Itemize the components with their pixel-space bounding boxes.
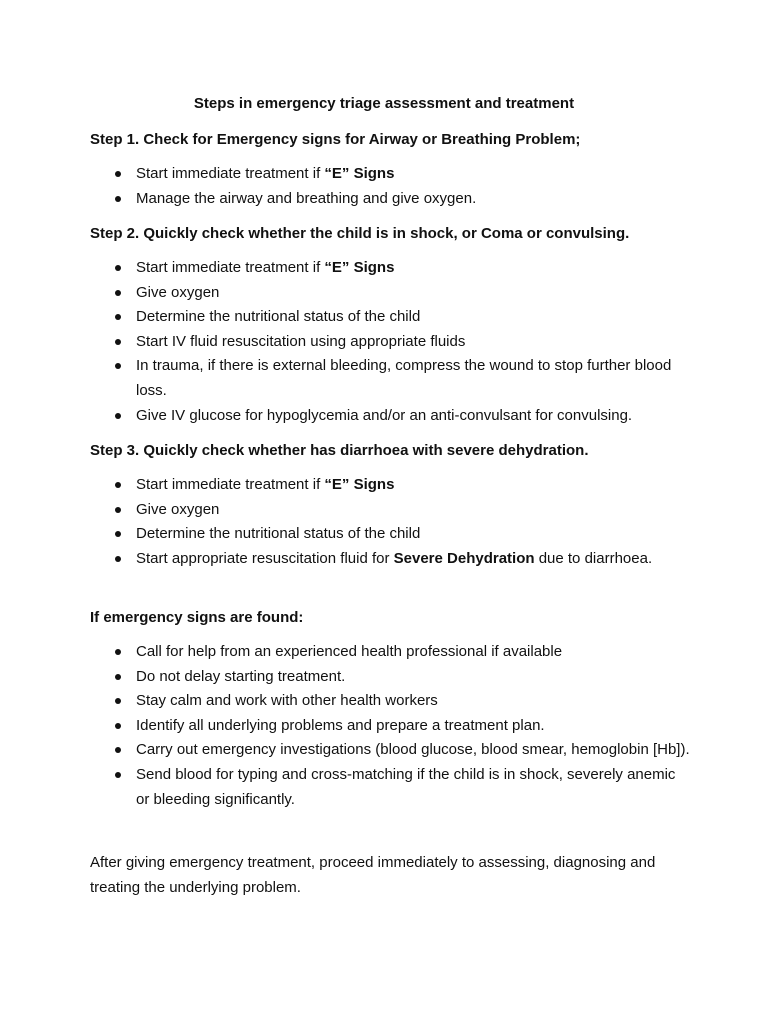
- list-item: [112, 547, 692, 572]
- list-item-text: Call for help from an experienced health professional if available: [136, 643, 563, 660]
- step1-list: [112, 162, 692, 211]
- list-item: [112, 714, 692, 739]
- list-item: [112, 763, 692, 812]
- list-item-bold-text: “E” Signs: [324, 165, 395, 182]
- closing-paragraph: After giving emergency treatment, proceed immediately to assessing, diagnosing and treating the underlying problem.: [90, 854, 656, 896]
- list-item-text: Identify all underlying problems and prepare a treatment plan.: [136, 716, 545, 734]
- list-item: [112, 187, 692, 212]
- document-title: Steps in emergency triage assessment and treatment: [193, 95, 575, 112]
- step3-heading: Step 3. Quickly check whether has diarrhoea with severe dehydration.: [90, 442, 589, 459]
- list-item-text: Start immediate treatment if: [136, 476, 325, 493]
- list-item: [112, 354, 692, 403]
- list-item-text: Send blood for typing and cross-matching if the child is in shock, severely anemic or bleeding significantly.: [136, 765, 676, 808]
- list-item: [112, 404, 692, 429]
- list-item-text: Stay calm and work with other health workers: [136, 692, 438, 710]
- list-item: [112, 522, 692, 547]
- list-item: [112, 738, 692, 763]
- list-item-text: Manage the airway and breathing and give oxygen.: [136, 189, 477, 207]
- step2-heading: Step 2. Quickly check whether the child is in shock, or Coma or convulsing.: [90, 225, 630, 242]
- list-item: [112, 640, 692, 665]
- list-item: [112, 281, 692, 306]
- emergency-list: [112, 640, 692, 812]
- list-item-text: due to diarrhoea.: [534, 549, 653, 567]
- list-item-text: Start appropriate resuscitation fluid for: [136, 549, 394, 567]
- list-item: [112, 330, 692, 355]
- step1-heading: Step 1. Check for Emergency signs for Airway or Breathing Problem;: [90, 131, 581, 148]
- list-item: [112, 665, 692, 690]
- list-item-text: Determine the nutritional status of the child: [136, 308, 421, 326]
- step2-list: [112, 256, 692, 428]
- list-item-text: Give oxygen: [136, 500, 220, 518]
- list-item-text: Determine the nutritional status of the child: [136, 525, 421, 543]
- list-item-text: In trauma, if there is external bleeding, compress the wound to stop further blood loss.: [136, 357, 672, 399]
- list-item-text: Give oxygen: [136, 283, 220, 301]
- list-item-text: Give IV glucose for hypoglycemia and/or an anti-convulsant for convulsing.: [136, 406, 633, 424]
- list-item: [112, 162, 692, 187]
- list-item-text: Do not delay starting treatment.: [136, 667, 346, 685]
- list-item-bold-text: “E” Signs: [324, 259, 395, 276]
- list-item: [112, 473, 692, 498]
- list-item: [112, 256, 692, 281]
- list-item-bold-text: Severe Dehydration: [393, 549, 535, 567]
- list-item-text: Start IV fluid resuscitation using appropriate fluids: [136, 332, 466, 350]
- step3-list: [112, 473, 692, 571]
- list-item: [112, 498, 692, 523]
- list-item-bold-text: “E” Signs: [324, 476, 395, 493]
- list-item-text: Start immediate treatment if: [136, 259, 325, 276]
- list-item: [112, 689, 692, 714]
- list-item: [112, 305, 692, 330]
- list-item-text: Carry out emergency investigations (blood glucose, blood smear, hemoglobin [Hb]).: [136, 741, 690, 759]
- emergency-heading: If emergency signs are found:: [90, 609, 304, 626]
- list-item-text: Start immediate treatment if: [136, 165, 325, 182]
